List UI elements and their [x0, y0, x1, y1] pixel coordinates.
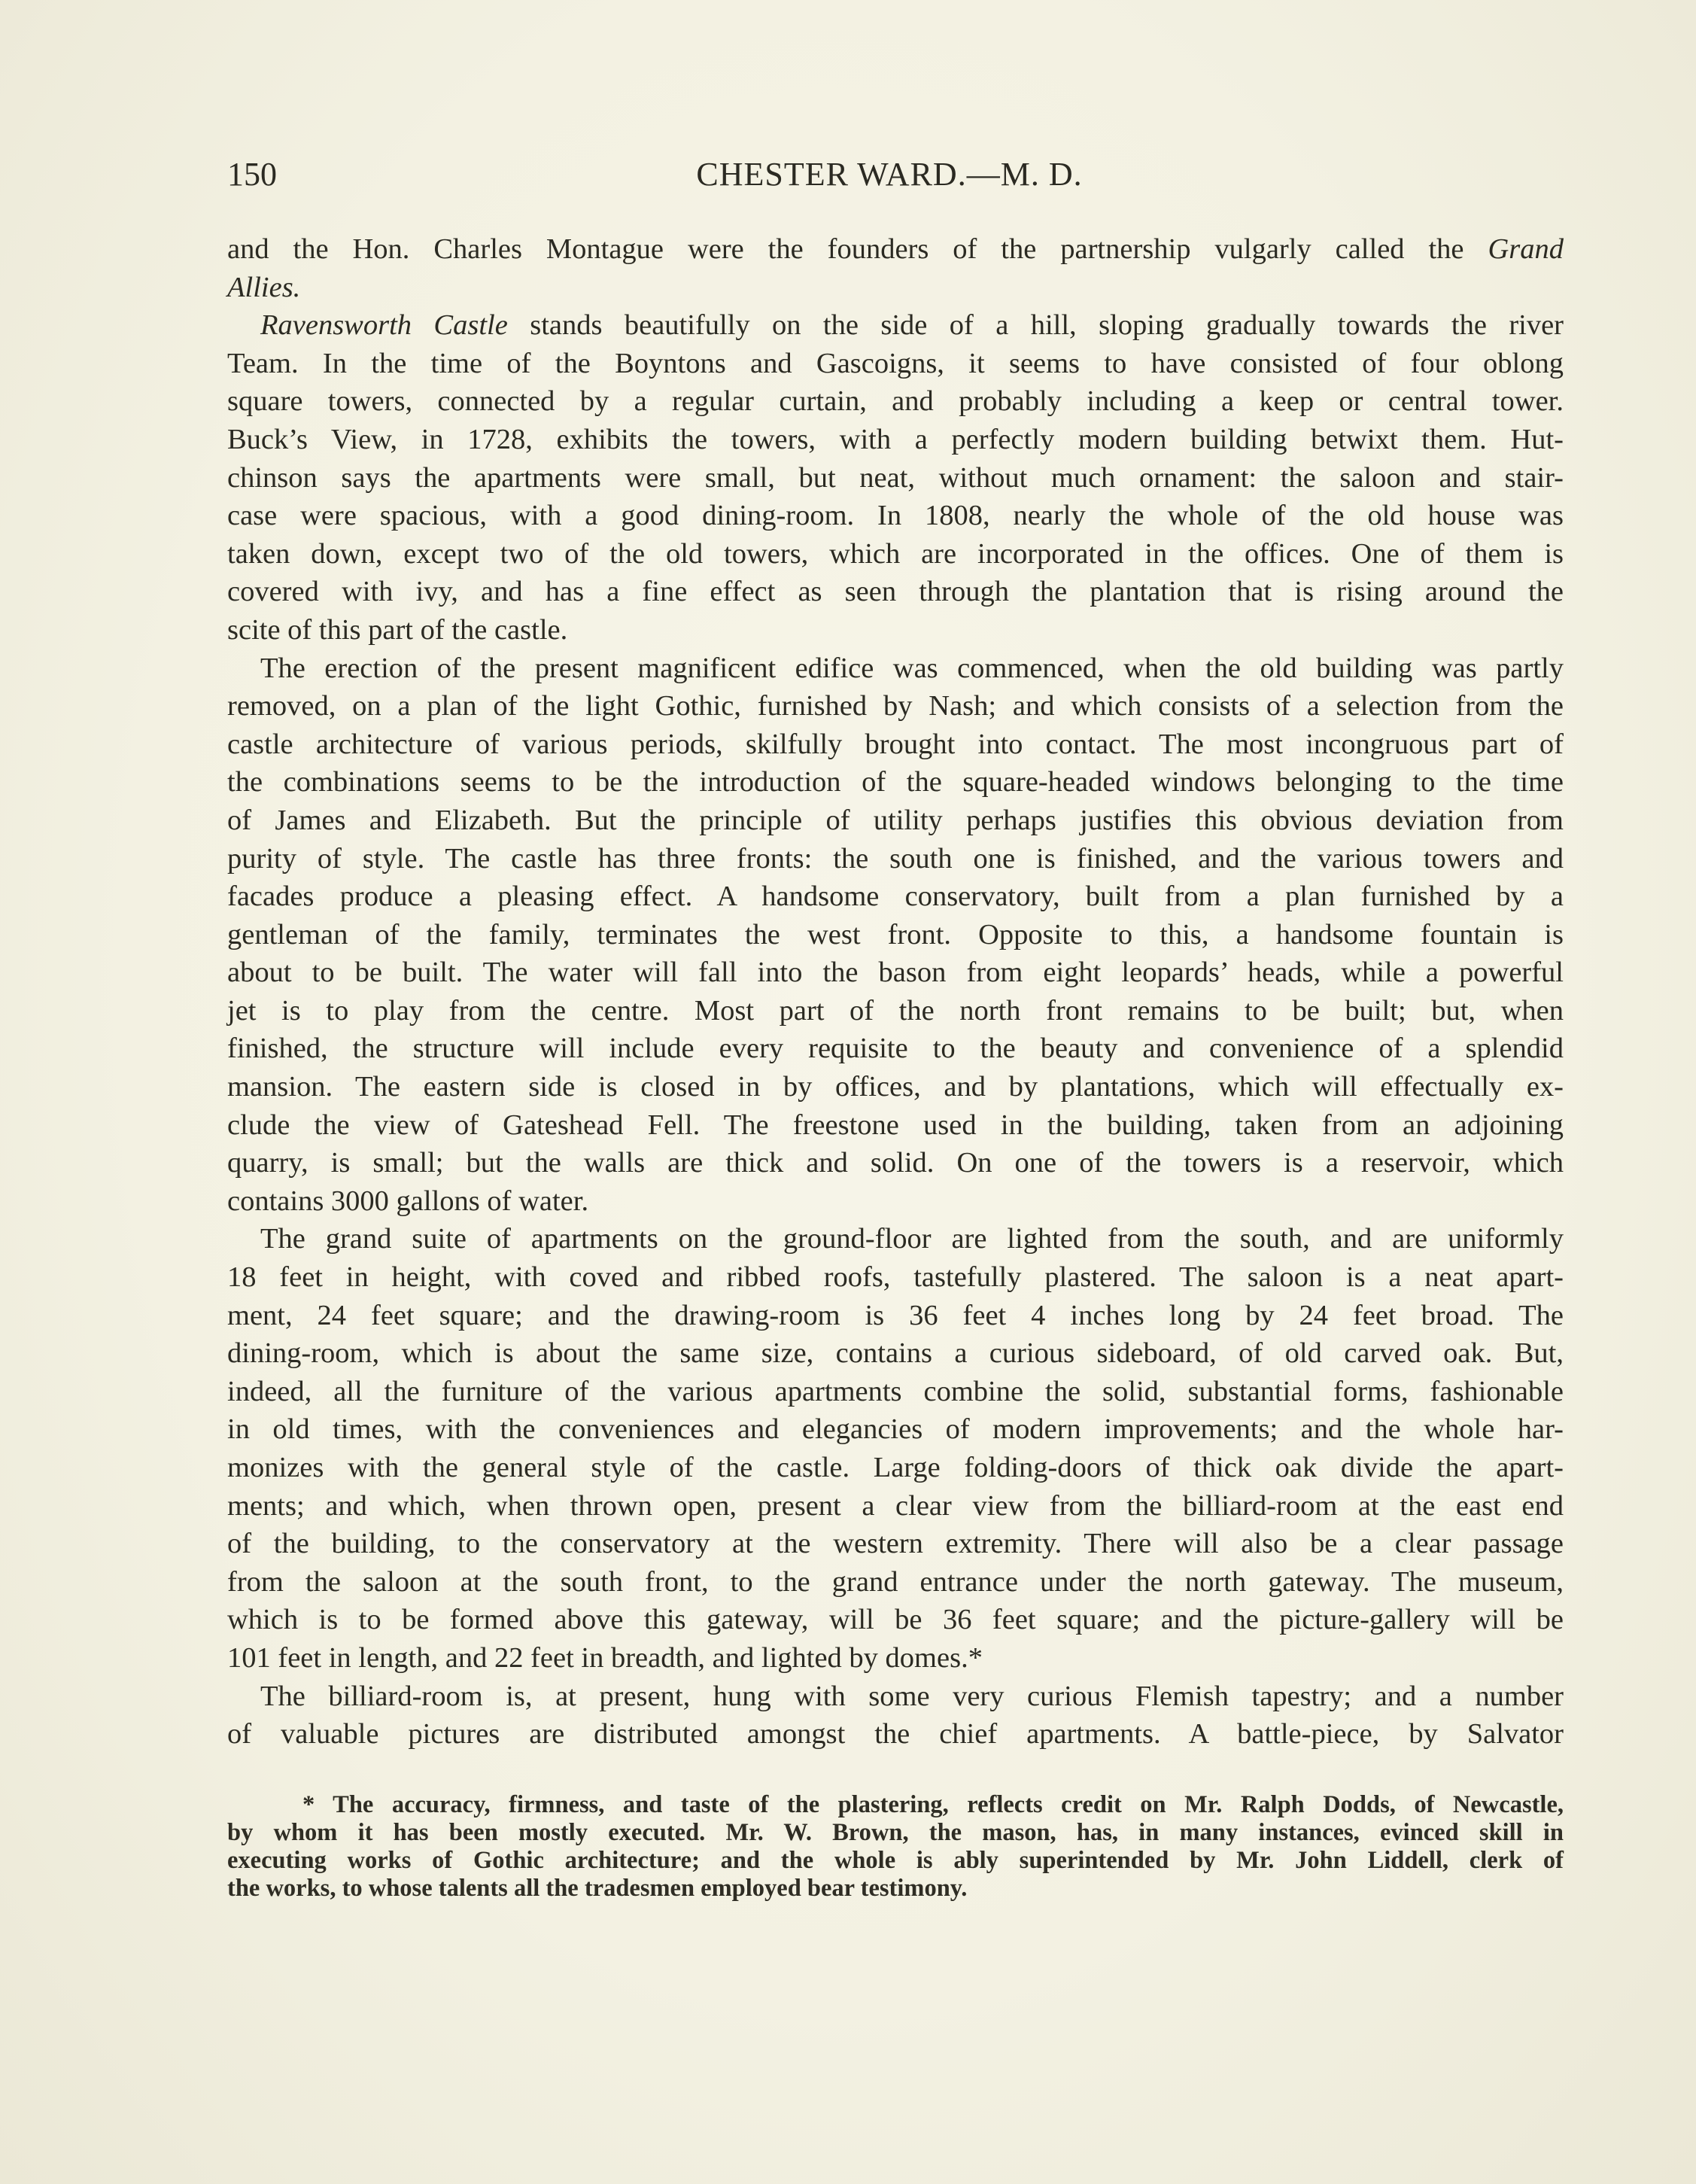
text-line	[227, 687, 1564, 725]
footnotes	[227, 1791, 1564, 1903]
text-run: dining-room, which is about the same size, contains a curious sideboard, of old carved oak. But,	[227, 1337, 1564, 1370]
text-line	[227, 459, 1564, 497]
text-line	[227, 802, 1564, 840]
text-line	[227, 1449, 1564, 1487]
text-run: chinson says the apartments were small, but neat, without much ornament: the saloon and stair-	[227, 461, 1564, 494]
footnote-line: by whom it has been mostly executed. Mr. W. Brown, the mason, has, in many instances, evinced skill in	[227, 1819, 1564, 1846]
text-line	[227, 611, 1564, 649]
italic-run: Grand	[1488, 233, 1564, 265]
text-line	[227, 1678, 1564, 1716]
text-line	[227, 1563, 1564, 1601]
text-line	[227, 1373, 1564, 1411]
text-line	[227, 1297, 1564, 1335]
text-line	[227, 1182, 1564, 1221]
text-run: removed, on a plan of the light Gothic, furnished by Nash; and which consists of a selection from the	[227, 690, 1564, 722]
text-line	[227, 1525, 1564, 1563]
text-line	[227, 1258, 1564, 1297]
text-run: taken down, except two of the old towers, which are incorporated in the offices. One of them is	[227, 537, 1564, 570]
text-line	[227, 1068, 1564, 1106]
text-line	[227, 1334, 1564, 1373]
text-run: Team. In the time of the Boyntons and Gascoigns, it seems to have consisted of four oblong	[227, 347, 1564, 379]
text-run: of James and Elizabeth. But the principle of utility perhaps justifies this obvious deviation from	[227, 804, 1564, 836]
text-line	[227, 878, 1564, 916]
text-line	[227, 1144, 1564, 1182]
body-text	[227, 230, 1564, 1754]
text-line	[227, 840, 1564, 878]
text-run: Buck’s View, in 1728, exhibits the towers, with a perfectly modern building betwixt them. Hut-	[227, 423, 1564, 455]
footnote-line: * The accuracy, firmness, and taste of the plastering, reflects credit on Mr. Ralph Dodds, of Newcastle,	[302, 1791, 1564, 1818]
italic-run: Allies.	[227, 271, 301, 303]
text-line	[227, 1715, 1564, 1754]
running-head: CHESTER WARD.—M. D.	[696, 156, 1083, 193]
text-line	[227, 382, 1564, 421]
text-line	[227, 1030, 1564, 1068]
text-run: contains 3000 gallons of water.	[227, 1185, 589, 1217]
text-line	[227, 1410, 1564, 1449]
text-run: indeed, all the furniture of the various apartments combine the solid, substantial forms, fashionable	[227, 1375, 1564, 1407]
text-run: ment, 24 feet square; and the drawing-room is 36 feet 4 inches long by 24 feet broad. The	[227, 1299, 1564, 1331]
footnote-line: executing works of Gothic architecture; and the whole is ably superintended by Mr. John Liddell, clerk of	[227, 1847, 1564, 1874]
page-number: 150	[227, 156, 277, 193]
text-run: scite of this part of the castle.	[227, 613, 568, 646]
text-run: case were spacious, with a good dining-room. In 1808, nearly the whole of the old house was	[227, 500, 1564, 532]
text-run: ments; and which, when thrown open, present a clear view from the billiard-room at the east end	[227, 1489, 1564, 1522]
text-line	[227, 421, 1564, 459]
text-run: which is to be formed above this gateway, will be 36 feet square; and the picture-gallery will be	[227, 1604, 1564, 1636]
text-run: gentleman of the family, terminates the west front. Opposite to this, a handsome fountain is	[227, 918, 1564, 951]
italic-run: Ravensworth Castle	[260, 309, 508, 342]
text-run: of valuable pictures are distributed amongst the chief apartments. A battle-piece, by Salvator	[227, 1718, 1564, 1751]
text-run: The billiard-room is, at present, hung with some very curious Flemish tapestry; and a number	[260, 1680, 1564, 1712]
text-line	[227, 954, 1564, 992]
text-run: covered with ivy, and has a fine effect as seen through the plantation that is rising around the	[227, 576, 1564, 608]
footnote-line: the works, to whose talents all the tradesmen employed bear testimony.	[227, 1875, 968, 1902]
text-line	[227, 269, 1564, 307]
text-run: and the Hon. Charles Montague were the founders of the partnership vulgarly called the	[227, 233, 1488, 265]
text-line	[227, 1106, 1564, 1145]
text-run: 18 feet in height, with coved and ribbed roofs, tastefully plastered. The saloon is a neat apart-	[227, 1261, 1564, 1294]
text-line	[227, 649, 1564, 688]
text-run: monizes with the general style of the castle. Large folding-doors of thick oak divide the apart-	[227, 1452, 1564, 1483]
text-run: about to be built. The water will fall into the bason from eight leopards’ heads, while a powerful	[227, 957, 1564, 989]
text-run: The erection of the present magnificent edifice was commenced, when the old building was partly	[260, 652, 1564, 684]
text-line	[227, 725, 1564, 764]
text-line	[227, 497, 1564, 535]
text-run: from the saloon at the south front, to the grand entrance under the north gateway. The museum,	[227, 1565, 1564, 1598]
text-line	[227, 306, 1564, 345]
text-line	[227, 1639, 1564, 1678]
text-run: castle architecture of various periods, skilfully brought into contact. The most incongruous part of	[227, 728, 1564, 760]
text-line	[227, 230, 1564, 269]
text-run: The grand suite of apartments on the ground-floor are lighted from the south, and are uniformly	[260, 1223, 1564, 1255]
text-run: of the building, to the conservatory at the western extremity. There will also be a clear passage	[227, 1528, 1564, 1560]
text-run: square towers, connected by a regular curtain, and probably including a keep or central tower.	[227, 385, 1564, 418]
text-run: mansion. The eastern side is closed in by offices, and by plantations, which will effectually ex-	[227, 1071, 1564, 1103]
text-line	[227, 345, 1564, 383]
text-run: quarry, is small; but the walls are thick and solid. On one of the towers is a reservoir, which	[227, 1147, 1564, 1179]
text-run: 101 feet in length, and 22 feet in breadth, and lighted by domes.*	[227, 1641, 983, 1674]
text-line	[227, 1220, 1564, 1258]
text-run: facades produce a pleasing effect. A handsome conservatory, built from a plan furnished by a	[227, 881, 1564, 913]
text-run: finished, the structure will include every requisite to the beauty and convenience of a splendid	[227, 1033, 1564, 1065]
text-line	[227, 1487, 1564, 1525]
text-line	[227, 992, 1564, 1030]
text-line	[227, 535, 1564, 573]
text-run: stands beautifully on the side of a hill, sloping gradually towards the river	[507, 309, 1564, 342]
text-line	[227, 573, 1564, 611]
text-line	[227, 916, 1564, 954]
text-line	[227, 763, 1564, 802]
text-run: jet is to play from the centre. Most part of the north front remains to be built; but, when	[227, 994, 1564, 1027]
text-run: purity of style. The castle has three fronts: the south one is finished, and the various towers and	[227, 842, 1564, 875]
text-run: the combinations seems to be the introduction of the square-headed windows belonging to the time	[227, 766, 1564, 798]
text-run: in old times, with the conveniences and elegancies of modern improvements; and the whole har-	[227, 1413, 1564, 1446]
text-run: clude the view of Gateshead Fell. The freestone used in the building, taken from an adjoining	[227, 1109, 1564, 1141]
text-line	[227, 1601, 1564, 1639]
